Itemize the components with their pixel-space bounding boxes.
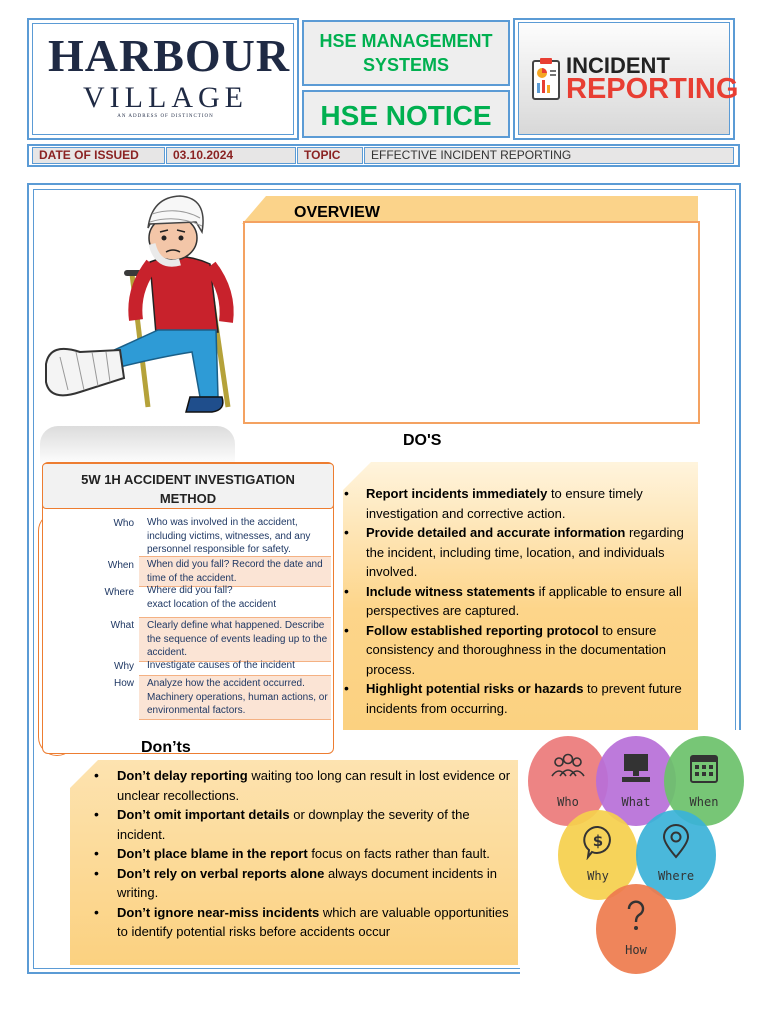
list-item: • Include witness statements if applicable to ensure all perspectives are captured. bbox=[342, 582, 702, 621]
svg-text:$: $ bbox=[592, 832, 604, 850]
people-icon bbox=[550, 750, 586, 786]
method-label-who: Who bbox=[113, 518, 134, 529]
method-title: 5W 1H ACCIDENT INVESTIGATION METHOD bbox=[81, 472, 295, 506]
banner-incident-text: INCIDENT bbox=[566, 53, 670, 78]
clipboard-chart-icon bbox=[530, 56, 562, 102]
list-item: • Don’t rely on verbal reports alone always document incidents in writing. bbox=[94, 864, 519, 903]
circle-when: When bbox=[664, 736, 744, 826]
donts-list bbox=[94, 766, 519, 942]
method-text-why: Investigate causes of the incident bbox=[147, 660, 295, 671]
list-item: • Provide detailed and accurate information regarding the incident, including time, location, and individuals involved. bbox=[342, 523, 702, 582]
banner-reporting-text: REPORTING bbox=[566, 73, 739, 105]
method-label-why: Why bbox=[114, 661, 134, 672]
topic-label: TOPIC bbox=[297, 147, 363, 164]
circle-where: Where bbox=[636, 810, 716, 900]
computer-icon bbox=[618, 750, 654, 786]
list-item: • Highlight potential risks or hazards to prevent future incidents from occurring. bbox=[342, 679, 702, 718]
illustration-reflection bbox=[40, 426, 235, 466]
method-text-who: Who was involved in the accident, including victims, witnesses, and any personnel responsible for safety. bbox=[147, 517, 311, 555]
donts-title: Don’ts bbox=[141, 739, 191, 756]
method-text-what: Clearly define what happened. Describe the sequence of events leading up to the accident. bbox=[139, 617, 331, 662]
topic-value: EFFECTIVE INCIDENT REPORTING bbox=[364, 147, 734, 164]
management-title: HSE MANAGEMENT SYSTEMS bbox=[319, 31, 493, 75]
list-item: • Don’t omit important details or downplay the severity of the incident. bbox=[94, 805, 519, 844]
list-item: • Don’t delay reporting waiting too long can result in lost evidence or unclear recollections. bbox=[94, 766, 519, 805]
notice-title: HSE NOTICE bbox=[320, 100, 492, 131]
list-item: • Don’t ignore near-miss incidents which are valuable opportunities to identify potential risks before accidents occur bbox=[94, 903, 519, 942]
five-w-one-h-diagram bbox=[520, 730, 750, 985]
date-label: DATE OF ISSUED bbox=[32, 147, 165, 164]
overview-title: OVERVIEW bbox=[294, 204, 380, 221]
circle-how: How bbox=[596, 884, 676, 974]
method-text-where: Where did you fall? exact location of the accident bbox=[147, 585, 276, 610]
list-item: • Report incidents immediately to ensure timely investigation and corrective action. bbox=[342, 484, 702, 523]
dollar-bubble-icon bbox=[580, 824, 616, 860]
question-icon bbox=[618, 898, 654, 934]
method-label-what: What bbox=[110, 620, 134, 631]
dos-list bbox=[342, 484, 702, 718]
date-value: 03.10.2024 bbox=[166, 147, 296, 164]
list-item: • Don’t place blame in the report focus on facts rather than fault. bbox=[94, 844, 519, 864]
method-text-when: When did you fall? Record the date and time of the accident. bbox=[139, 556, 331, 587]
method-label-where: Where bbox=[104, 587, 134, 598]
list-item: • Follow established reporting protocol to ensure consistency and thoroughness in the documentation process. bbox=[342, 621, 702, 680]
harbour-village-logo: HARBOUR VILLAGE AN ADDRESS OF DISTINCTION bbox=[48, 30, 291, 119]
calendar-icon bbox=[686, 750, 722, 786]
overview-box bbox=[243, 221, 700, 424]
method-label-when: When bbox=[107, 560, 134, 571]
circle-why: $ Why bbox=[558, 810, 638, 900]
injured-person-illustration bbox=[40, 192, 240, 422]
dos-title: DO'S bbox=[403, 432, 442, 449]
circle-what: What bbox=[596, 736, 676, 826]
circle-who: Who bbox=[528, 736, 608, 826]
method-text-how: Analyze how the accident occurred. Machinery operations, human actions, or environmental factors. bbox=[139, 675, 331, 720]
method-label-how: How bbox=[113, 678, 134, 689]
location-pin-icon bbox=[658, 824, 694, 860]
